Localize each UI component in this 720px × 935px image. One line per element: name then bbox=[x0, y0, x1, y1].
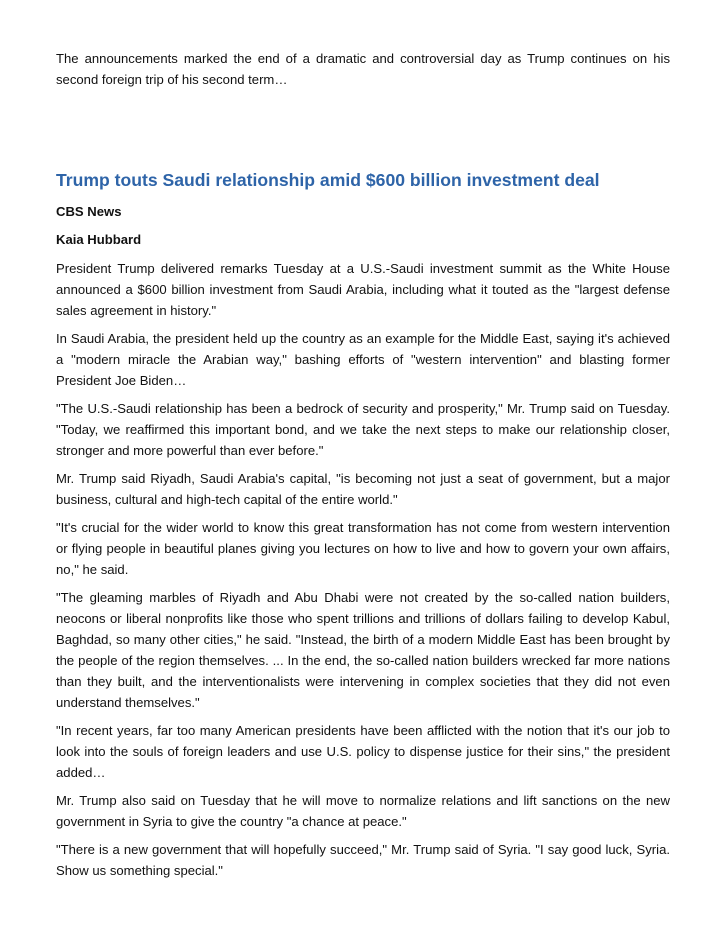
article-author: Kaia Hubbard bbox=[56, 232, 142, 247]
article-body bbox=[56, 258, 670, 888]
article-paragraph: In Saudi Arabia, the president held up the country as an example for the Middle East, saying it's achieved a "modern miracle the Arabian way," bashing efforts of "western intervention" and blasting former President Joe Biden… bbox=[56, 331, 670, 388]
article-paragraph: Mr. Trump also said on Tuesday that he will move to normalize relations and lift sanctions on the new government in Syria to give the country "a chance at peace." bbox=[56, 793, 670, 829]
article-paragraph: "There is a new government that will hopefully succeed," Mr. Trump said of Syria. "I say good luck, Syria. Show us something special." bbox=[56, 842, 670, 878]
intro-paragraph: The announcements marked the end of a dramatic and controversial day as Trump continues on his second foreign trip of his second term… bbox=[56, 51, 670, 87]
article-paragraph: "The gleaming marbles of Riyadh and Abu Dhabi were not created by the so-called nation builders, neocons or liberal nonprofits like those who spent trillions and trillions of dollars failing to develop Kabul, Baghdad, so many other cities," he said. "Instead, the birth of a modern Middle East has been brought by the people of the region themselves. ... In the end, the so-called nation builders wrecked far more nations than they built, and the interventionalists were intervening in complex societies that they did not even understand themselves." bbox=[56, 590, 670, 710]
article-paragraph: "In recent years, far too many American presidents have been afflicted with the notion that it's our job to look into the souls of foreign leaders and use U.S. policy to dispense justice for their sins," the president added… bbox=[56, 723, 670, 780]
article-headline: Trump touts Saudi relationship amid $600 billion investment deal bbox=[56, 170, 600, 190]
article-source: CBS News bbox=[56, 204, 122, 219]
article-paragraph: Mr. Trump said Riyadh, Saudi Arabia's capital, "is becoming not just a seat of government, but a major business, cultural and high-tech capital of the entire world." bbox=[56, 471, 670, 507]
article-paragraph: "It's crucial for the wider world to know this great transformation has not come from western intervention or flying people in beautiful planes giving you lectures on how to live and how to govern your own affairs, no," he said. bbox=[56, 520, 670, 577]
article-paragraph: "The U.S.-Saudi relationship has been a bedrock of security and prosperity," Mr. Trump said on Tuesday. "Today, we reaffirmed this important bond, and we take the next steps to make our relationship closer, stronger and more powerful than ever before." bbox=[56, 401, 670, 458]
article-paragraph: President Trump delivered remarks Tuesday at a U.S.-Saudi investment summit as the White House announced a $600 billion investment from Saudi Arabia, including what it touted as the "largest defense sales agreement in history." bbox=[56, 261, 670, 318]
